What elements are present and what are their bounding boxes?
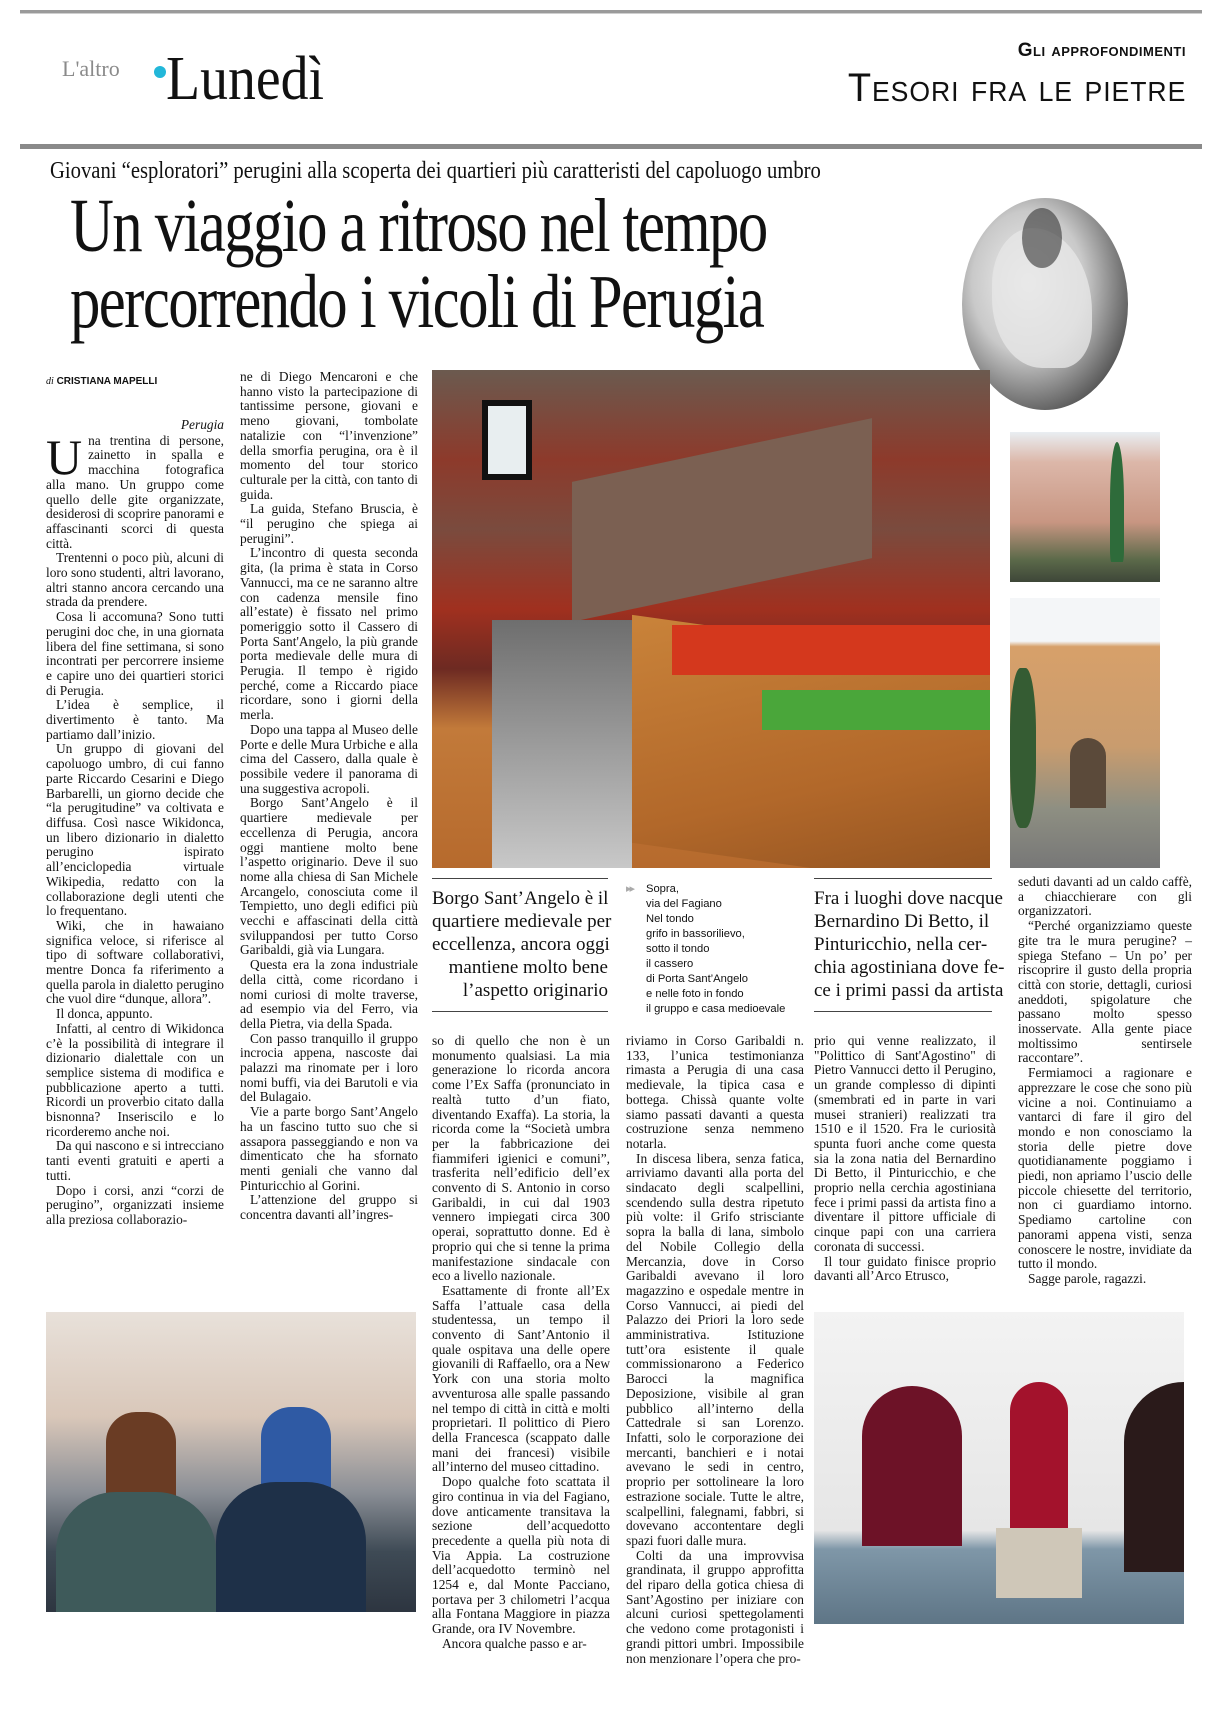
byline: di CRISTIANA MAPELLI [46,376,158,387]
paragraph: Colti da una improvvisa grandinata, il gruppo approfitta del riparo della gotica chiesa di Sant’Agostino per iniziare con alcuni curiosi spettegolamenti che vedono come protagonisti i grandi pittori umbri. Impossibile non menzionare l’opera che pro- [626,1547,804,1666]
paragraph: prio qui venne realizzato, il "Polittico di Sant'Agostino" di Pietro Vannucci detto il Perugino, un grande complesso di dipinti (smembrati ed in parte in vari musei stranieri) realizzati tra 1510 e il 1520. Fra le curiosità spunta fuori anche come questa sia la zona natia del Bernardino Di Betto, il Pinturicchio, e che proprio nella cerchia agostiniana fece i primi passi da artista fino a diventare il pittore ufficiale di cinque papi con una carriera coronata di successi. [814,1033,996,1254]
paragraph: Un gruppo di giovani del capoluogo umbro, di cui fanno parte Riccardo Cesarini e Diego Barbarelli, un giorno decide che “la perugitudine” va coltivata e diffusa. Così nasce Wikidonca, un libero dizionario in dialetto perugino ispirato all’enciclopedia virtuale Wikipedia, redatto con la collaborazione degli utenti che lo frequentano. [46,741,224,919]
paragraph: Da qui nascono e si intrecciano tanti eventi gratuiti e aperti a tutti. [46,1138,224,1183]
paragraph: Dopo i corsi, anzi “corzi de perugino”, organizzati insieme alla preziosa collaborazio- [46,1182,224,1227]
paragraph: In discesa libera, senza fatica, arriviamo davanti alla porta del sindacato degli scalpellini, scendendo sulla destra ripetuto più volte: il Grifo strisciante sopra la balla di lana, simbolo del Nobile Collegio della Mercanzia, dove in Corso Garibaldi avevano il loro magazzino e ospedale mentre in Corso Vannucci, ai piedi del Palazzo dei Priori la loro sede amministrativa. Istituzione tutt’ora esistente il quale commissionarono a Federico Barocci la magnifica Deposizione, visibile al gran pubblico all’interno della Cattedrale si san Lorenzo. Infatti, solo le corporazione dei mercanti, banchieri e i notai avevano le sedi in centro, proprio per sottolineare la loro estrazione sociale. Tutte le altre, scalpellini, falegnami, fabbri, si dovevano accontentare degli spazi fuori dalle mura. [626,1150,804,1548]
paragraph: L’incontro di questa seconda gita, (la prima è stata in Corso Vannucci, ma ce ne saranno altre con cadenza mensile fino all’estate) è fissato nel primo pomeriggio sotto il Cassero di Porta Sant'Angelo, la più grande porta medievale delle mura di Perugia. Il tempo è rigido perché, come a Riccardo piace ricordare, sono i giorni della merla. [240,545,418,723]
masthead-small: L'altro [62,56,120,81]
paragraph: L’idea è semplice, il divertimento è tanto. Ma partiamo dall’inizio. [46,697,224,742]
section-title: Tesori fra le pietre [847,66,1186,110]
dateline: Perugia [180,417,224,432]
pullquote-borgo: Borgo Sant’Angelo è il quartiere medievale per eccellenza, ancora oggi mantiene molto bene l’aspetto originario [432,878,608,1012]
paragraph: Fermiamoci a ragionare e apprezzare le cose che sono più vicine a noi. Continuiamo a vantarci di fare il giro del mondo e non conosciamo la storia delle pietre dove quotidianamente poggiamo i piedi, non apriamo l’uscio delle piccole chiesette del territorio, non ci guardiamo intorno. Spediamo cartoline con panorami appena visti, senza conoscere le nostre, invidiate da tutto il mondo. [1018,1065,1192,1272]
paragraph: Cosa li accomuna? Sono tutti perugini doc che, in una giornata libera del fine settimana, si sono incontrati per percorrere insieme e capire uno dei quartieri storici di Perugia. [46,609,224,698]
masthead-dot-icon [154,66,166,78]
headline-line-1: Un viaggio a ritroso nel tempo [70,184,767,268]
paragraph: Con passo tranquillo il gruppo incrocia appena, nascoste dai palazzi ma rinomate per i loro nomi buffi, via dei Barutoli e via del Bulagaio. [240,1030,418,1105]
headline-line-2: percorrendo i vicoli di Perugia [70,260,764,344]
byline-author: CRISTIANA MAPELLI [56,376,158,387]
paragraph: so di quello che non è un monumento qualsiasi. La mia generazione lo ricorda ancora come l’Ex Saffa (pronunciato in realtà tutto d’un fiato, diventando Exaffa). La storia, la ricorda come la “Società umbra per la fabbricazione dei fiammiferi igienici e comuni”, trasferita nell’edificio dell’ex convento di S. Antonio in corso Garibaldi, in cui dal 1903 vennero impiegati circa 300 operai, soprattutto donne. Ed è proprio qui che si tenne la prima manifestazione sindacale con eco a livello nazionale. [432,1033,610,1284]
paragraph: Il donca, appunto. [56,1006,153,1022]
paragraph: “Perché organizziamo queste gite tra le mura perugine? – spiega Stefano – Un po’ per riscoprire il gusto della propria città con storie, dettagli, curiosi aneddoti, spigolature che passano molto spesso inosservate. Alla gente piace moltissimo sentirsele raccontare”. [1018,918,1192,1066]
paragraph: Il tour guidato finisce proprio davanti all’Arco Etrusco, [814,1253,996,1284]
paragraph: La guida, Stefano Bruscia, è “il perugino che spiega ai perugini”. [240,501,418,546]
top-rule [20,10,1202,14]
article-column-4 [626,1034,804,1666]
header-rule [20,144,1202,149]
photo-caption: ▸▸ Sopra, via del Fagiano Nel tondo grifo in bassorilievo, sotto il tondo il cassero di Porta Sant’Angelo e nelle foto in fondo il gruppo e casa medioevale [626,883,786,1015]
paragraph: riviamo in Corso Garibaldi n. 133, l’unica testimonianza rimasta a Perugia di una casa medievale, la tipica casa e bottega. Chissà quante volte siamo passati davanti a questa costruzione senza nemmeno notarla. [626,1033,804,1151]
paragraph: Dopo qualche foto scattata il giro continua in via del Fagiano, dove anticamente transitava la sezione dell’acquedotto precedente a quella più nota di Via Appia. La costruzione dell’acquedotto terminò nel 1254 e, dal Monte Pacciano, portava per 3 chilometri l’acqua alla Fontana Maggiore in piazza Grande, ora IV Novembre. [432,1474,610,1637]
medieval-house-photo [814,1312,1184,1624]
paragraph: L’attenzione del gruppo si concentra davanti all’ingres- [240,1192,418,1223]
paragraph: Esattamente di fronte all’Ex Saffa l’attuale casa della studentessa, un tempo il convento di Sant’Antonio il quale ospitava una delle opere giovanili di Raffaello, ora a New York con una storia molto avventurosa alle spalle passando nel tempo di città in città e molti proprietari. Il polittico di Piero della Francesca (scappato dalle mani dei francesi) visibile all’interno del museo cittadino. [432,1282,610,1475]
article-column-2 [240,370,418,1223]
paragraph: Trentenni o poco più, alcuni di loro sono studenti, altri lavorano, altri stanno ancora cercando una strada da prendere. [46,550,224,610]
article-column-5 [814,1034,996,1284]
paragraph: seduti davanti ad un caldo caffè, a chiacchierare con gli organizzatori. [1018,874,1192,919]
paragraph: Dopo una tappa al Museo delle Porte e delle Mura Urbiche e alla cima del Cassero, dalla quale è possibile vedere il panorama di una suggestiva acropoli. [240,721,418,796]
article-column-1 [46,418,224,1228]
section-label: Gli approfondimenti [1017,40,1186,61]
paragraph: Ancora qualche passo e ar- [442,1635,587,1651]
dropcap: U [46,428,83,485]
pullquote-pinturicchio: Fra i luoghi dove nacque Bernardino Di Betto, il Pinturicchio, nella cer- chia agostiniana dove fe- ce i primi passi da artista [814,878,992,1012]
article-kicker: Giovani “esploratori” perugini alla scoperta dei quartieri più caratteristi del capoluogo umbro [50,158,821,184]
cassero-group-photo [1010,432,1160,582]
porta-sant-angelo-photo [1010,598,1160,868]
paragraph: Questa era la zona industriale della città, come ricordano i nomi curiosi di molte traverse, ad esempio via del Ferro, via della Pietra, via della Spada. [240,957,418,1031]
via-del-fagiano-photo [432,370,990,868]
paragraph: Vie a parte borgo Sant’Angelo ha un fascino tutto suo che si assapora passeggiando e non va dimenticato che ha sfornato menti geniali che vanno dal Pinturicchio al Gorini. [240,1104,418,1193]
paragraph: Infatti, al centro di Wikidonca c’è la possibilità di integrare il dizionario dialettale con un semplice sistema di modifica e pubblicazione aperto a tutti. Ricordi un proverbio citato dalla bisnonna? Inseriscilo e lo ricorderemo anche noi. [46,1020,224,1139]
paragraph: ne di Diego Mencaroni e che hanno visto la partecipazione di tantissime persone, giovani e meno giovani, tombolate natalizie con “l’invenzione” della smorfia perugina, ora è il momento del tour storico culturale per la città, con tanto di guida. [240,369,418,502]
double-chevron-right-icon: ▸▸ [626,883,634,895]
section-header [830,40,1186,110]
paragraph: Borgo Sant’Angelo è il quartiere medievale per eccellenza di Perugia, ancora oggi mantiene molto bene l’aspetto originario. Deve il suo nome alla chiesa di San Michele Arcangelo, conosciuta come il Tempietto, uno degli edifici più vecchi e affascinati della città sviluppandosi per tutto Corso Garibaldi, già via Lungara. [240,795,418,958]
group-tour-photo [46,1312,416,1612]
article-column-3 [432,1034,610,1652]
paragraph: Una trentina di persone, zainetto in spalla e macchina fotografica alla mano. Un gruppo come quello delle gite organizzate, desiderosi di scoprire panorami e affascinanti scorci di questa città. [46,428,224,551]
masthead-title: Lunedì [166,45,325,113]
paragraph: Wiki, che in hawaiano significa veloce, si riferisce al tipo di software collaborativi, mentre Donca fa riferimento a quella parola in dialetto perugino che vuol dire “dunque, allora”. [46,917,224,1007]
article-headline [70,184,767,344]
street-lamp-icon [482,400,532,480]
article-column-6 [1018,875,1192,1287]
paragraph: Sagge parole, ragazzi. [1028,1270,1147,1286]
